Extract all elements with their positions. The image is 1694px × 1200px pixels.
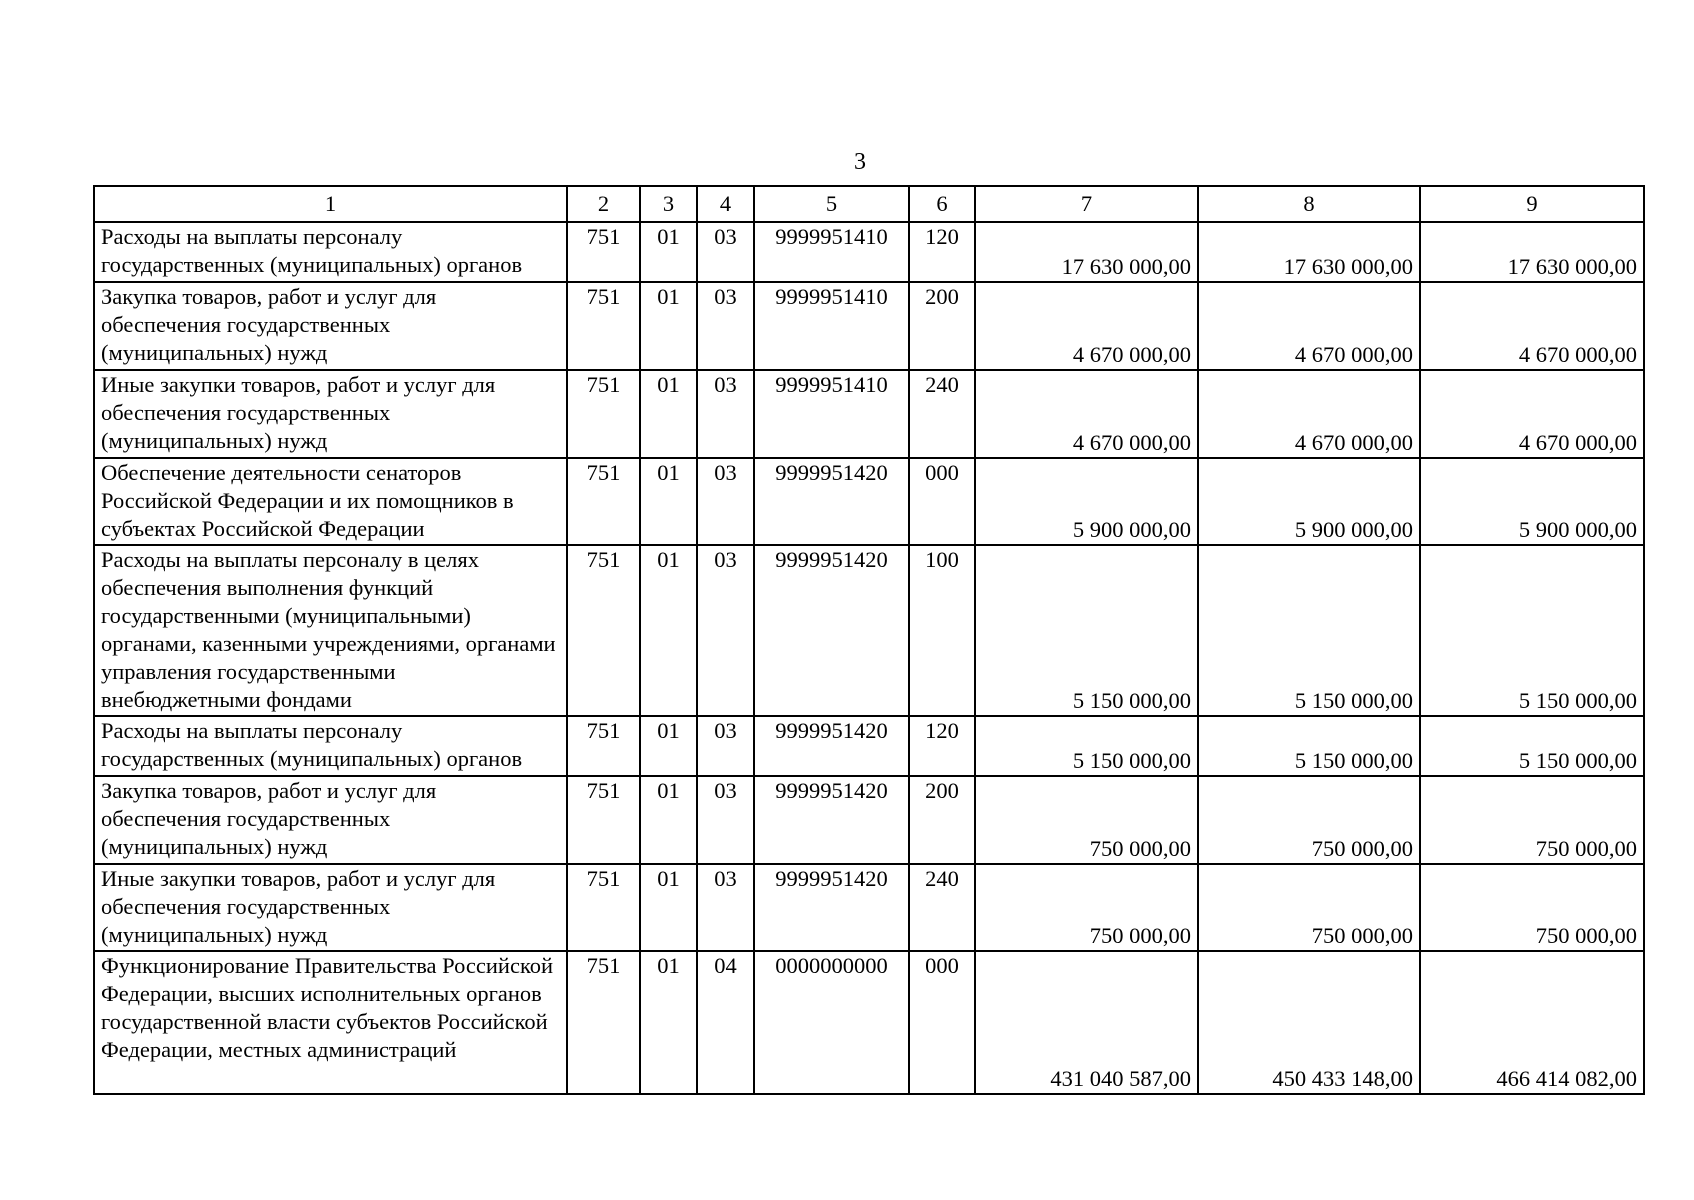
amount-year-2: 450 433 148,00	[1198, 951, 1420, 1094]
amount-year-1: 5 900 000,00	[975, 458, 1198, 545]
amount-year-2: 5 900 000,00	[1198, 458, 1420, 545]
expense-type-code: 000	[909, 951, 975, 1094]
amount-year-2: 750 000,00	[1198, 864, 1420, 951]
column-header: 2	[567, 186, 640, 222]
table-row	[94, 951, 1644, 1094]
subsection-code: 03	[697, 222, 754, 282]
ministry-code: 751	[567, 458, 640, 545]
section-code: 01	[640, 458, 697, 545]
expense-type-code: 200	[909, 282, 975, 370]
section-code: 01	[640, 864, 697, 951]
expense-type-code: 120	[909, 716, 975, 776]
target-article-code: 9999951410	[754, 282, 909, 370]
column-header: 9	[1420, 186, 1644, 222]
amount-year-3: 4 670 000,00	[1420, 370, 1644, 458]
amount-year-3: 5 150 000,00	[1420, 545, 1644, 716]
amount-year-1: 5 150 000,00	[975, 716, 1198, 776]
header-row	[94, 186, 1644, 222]
table-row	[94, 716, 1644, 776]
ministry-code: 751	[567, 864, 640, 951]
column-header: 5	[754, 186, 909, 222]
ministry-code: 751	[567, 545, 640, 716]
amount-year-3: 17 630 000,00	[1420, 222, 1644, 282]
amount-year-1: 4 670 000,00	[975, 370, 1198, 458]
column-header: 4	[697, 186, 754, 222]
amount-year-1: 5 150 000,00	[975, 545, 1198, 716]
column-header: 7	[975, 186, 1198, 222]
ministry-code: 751	[567, 222, 640, 282]
expense-type-code: 100	[909, 545, 975, 716]
expense-name: Функционирование Правительства Российской Федерации, высших исполнительных органов государственной власти субъектов Российской Федерации, местных администраций	[94, 951, 567, 1094]
subsection-code: 03	[697, 776, 754, 864]
amount-year-2: 750 000,00	[1198, 776, 1420, 864]
amount-year-3: 5 900 000,00	[1420, 458, 1644, 545]
column-header: 6	[909, 186, 975, 222]
expense-name: Расходы на выплаты персоналу государственных (муниципальных) органов	[94, 222, 567, 282]
column-header: 3	[640, 186, 697, 222]
expense-type-code: 200	[909, 776, 975, 864]
expense-type-code: 240	[909, 864, 975, 951]
table-row	[94, 458, 1644, 545]
amount-year-3: 750 000,00	[1420, 864, 1644, 951]
amount-year-1: 431 040 587,00	[975, 951, 1198, 1094]
subsection-code: 03	[697, 545, 754, 716]
target-article-code: 9999951420	[754, 458, 909, 545]
section-code: 01	[640, 776, 697, 864]
subsection-code: 03	[697, 864, 754, 951]
page-number: 3	[854, 149, 866, 175]
section-code: 01	[640, 545, 697, 716]
ministry-code: 751	[567, 951, 640, 1094]
section-code: 01	[640, 222, 697, 282]
expense-name: Расходы на выплаты персоналу государственных (муниципальных) органов	[94, 716, 567, 776]
amount-year-3: 5 150 000,00	[1420, 716, 1644, 776]
amount-year-3: 466 414 082,00	[1420, 951, 1644, 1094]
table-row	[94, 864, 1644, 951]
expense-name: Закупка товаров, работ и услуг для обеспечения государственных (муниципальных) нужд	[94, 282, 567, 370]
table-row	[94, 370, 1644, 458]
ministry-code: 751	[567, 282, 640, 370]
expense-type-code: 240	[909, 370, 975, 458]
expense-name: Иные закупки товаров, работ и услуг для обеспечения государственных (муниципальных) нужд	[94, 370, 567, 458]
ministry-code: 751	[567, 716, 640, 776]
table-row	[94, 282, 1644, 370]
section-code: 01	[640, 370, 697, 458]
target-article-code: 9999951420	[754, 545, 909, 716]
ministry-code: 751	[567, 370, 640, 458]
target-article-code: 9999951410	[754, 222, 909, 282]
expense-name: Иные закупки товаров, работ и услуг для обеспечения государственных (муниципальных) нужд	[94, 864, 567, 951]
amount-year-2: 4 670 000,00	[1198, 370, 1420, 458]
target-article-code: 0000000000	[754, 951, 909, 1094]
table-row	[94, 776, 1644, 864]
amount-year-1: 750 000,00	[975, 864, 1198, 951]
budget-table	[93, 185, 1645, 1095]
amount-year-1: 17 630 000,00	[975, 222, 1198, 282]
amount-year-2: 5 150 000,00	[1198, 545, 1420, 716]
expense-type-code: 000	[909, 458, 975, 545]
target-article-code: 9999951420	[754, 864, 909, 951]
subsection-code: 03	[697, 458, 754, 545]
column-header: 1	[94, 186, 567, 222]
target-article-code: 9999951420	[754, 776, 909, 864]
amount-year-3: 750 000,00	[1420, 776, 1644, 864]
expense-type-code: 120	[909, 222, 975, 282]
amount-year-1: 750 000,00	[975, 776, 1198, 864]
amount-year-2: 17 630 000,00	[1198, 222, 1420, 282]
target-article-code: 9999951410	[754, 370, 909, 458]
expense-name: Обеспечение деятельности сенаторов Российской Федерации и их помощников в субъектах Российской Федерации	[94, 458, 567, 545]
table-row	[94, 545, 1644, 716]
section-code: 01	[640, 951, 697, 1094]
amount-year-3: 4 670 000,00	[1420, 282, 1644, 370]
subsection-code: 04	[697, 951, 754, 1094]
amount-year-2: 5 150 000,00	[1198, 716, 1420, 776]
subsection-code: 03	[697, 370, 754, 458]
target-article-code: 9999951420	[754, 716, 909, 776]
subsection-code: 03	[697, 282, 754, 370]
amount-year-2: 4 670 000,00	[1198, 282, 1420, 370]
amount-year-1: 4 670 000,00	[975, 282, 1198, 370]
ministry-code: 751	[567, 776, 640, 864]
section-code: 01	[640, 716, 697, 776]
subsection-code: 03	[697, 716, 754, 776]
column-header: 8	[1198, 186, 1420, 222]
table-row	[94, 222, 1644, 282]
section-code: 01	[640, 282, 697, 370]
expense-name: Закупка товаров, работ и услуг для обеспечения государственных (муниципальных) нужд	[94, 776, 567, 864]
expense-name: Расходы на выплаты персоналу в целях обеспечения выполнения функций государственными (муниципальными) органами, казенными учреждениями, органами управления государственными внебюджетными фондами	[94, 545, 567, 716]
